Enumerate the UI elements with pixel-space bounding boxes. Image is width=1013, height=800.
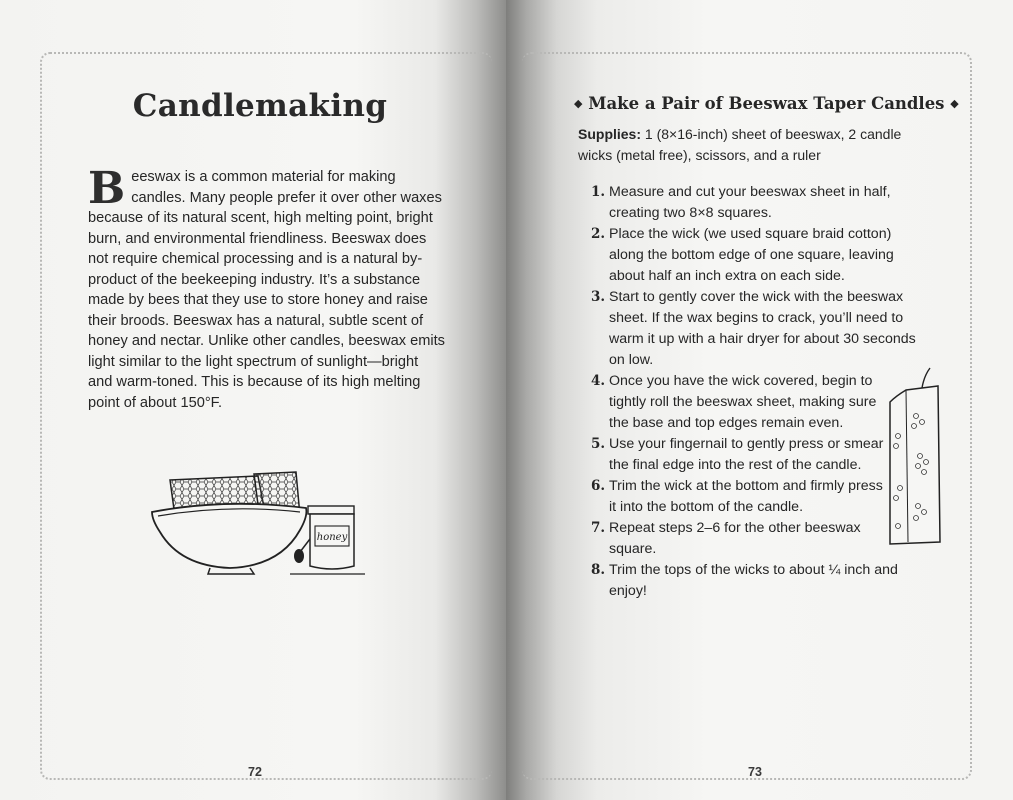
step-item — [591, 476, 884, 518]
step-text: Trim the tops of the wicks to about ¼ inch and enjoy! — [609, 562, 898, 599]
intro-paragraph — [88, 163, 446, 413]
step-text: Place the wick (we used square braid cotton) along the bottom edge of one square, leaving about half an inch extra on each side. — [609, 226, 894, 284]
step-text: Start to gently cover the wick with the beeswax sheet. If the wax begins to crack, you’ll need to warm it up with a hair dryer for about 30 seconds on low. — [609, 289, 916, 368]
step-item — [591, 518, 884, 560]
page-number-right: 73 — [748, 765, 762, 779]
left-page-border — [40, 52, 492, 780]
step-number: 8. — [591, 562, 606, 578]
step-number: 1. — [591, 184, 606, 200]
step-text: Once you have the wick covered, begin to tightly roll the beeswax sheet, making sure the base and top edges remain even. — [609, 373, 877, 431]
honeycomb-bowl-illustration — [150, 468, 375, 580]
step-text: Use your fingernail to gently press or smear the final edge into the rest of the candle. — [609, 436, 884, 473]
step-item — [591, 224, 926, 287]
step-item — [591, 371, 884, 434]
intro-text: eeswax is a common material for making candles. Many people prefer it over other waxes because of its natural scent, high melting point, bright burn, and environmental friendliness. Beeswax does not require chemical processing and is a natural by-product of the beekeeping industry. It’s a substance made by bees that they use to store honey and raise their broods. Beeswax has a natural, subtle scent of honey and nectar. Unlike other candles, beeswax emits light similar to the light spectrum of sunlight—bright and warm-toned. This is because of its high melting point of about 150°F. — [88, 169, 445, 411]
step-item — [591, 434, 884, 476]
step-number: 2. — [591, 226, 606, 242]
page-title: Candlemaking — [132, 88, 388, 124]
supplies-line — [578, 124, 938, 165]
drop-cap: B — [88, 163, 126, 214]
step-number: 7. — [591, 520, 606, 536]
step-text: Repeat steps 2–6 for the other beeswax square. — [609, 520, 861, 557]
step-number: 4. — [591, 373, 606, 389]
recipe-heading — [574, 94, 959, 113]
recipe-heading-text: Make a Pair of Beeswax Taper Candles — [588, 94, 945, 113]
step-number: 5. — [591, 436, 606, 452]
heading-bullet: ◆ — [574, 97, 583, 110]
step-item — [591, 560, 926, 602]
step-text: Measure and cut your beeswax sheet in half, creating two 8×8 squares. — [609, 184, 891, 221]
heading-bullet: ◆ — [950, 97, 959, 110]
step-number: 6. — [591, 478, 606, 494]
step-item — [591, 182, 926, 224]
jar-label: honey — [316, 532, 348, 543]
supplies-text: 1 (8×16-inch) sheet of beeswax, 2 candle wicks (metal free), scissors, and a ruler — [578, 126, 902, 163]
taper-candle-illustration — [884, 366, 942, 548]
step-number: 3. — [591, 289, 606, 305]
instruction-steps — [591, 182, 926, 602]
supplies-label: Supplies: — [578, 126, 642, 142]
page-number-left: 72 — [248, 765, 262, 779]
step-item — [591, 287, 926, 371]
step-text: Trim the wick at the bottom and firmly press it into the bottom of the candle. — [609, 478, 883, 515]
